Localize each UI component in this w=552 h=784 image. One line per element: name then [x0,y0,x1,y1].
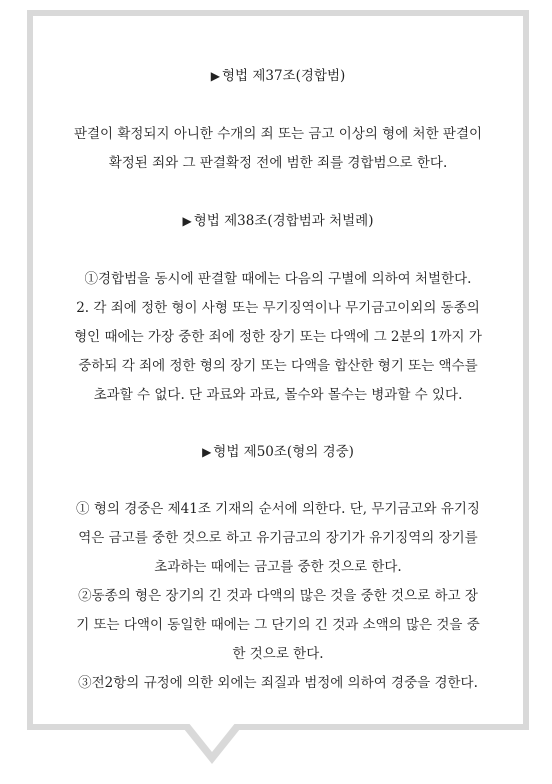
article-50-line: 초과하는 때에는 금고를 중한 것으로 한다. [154,559,402,575]
article-37-line: 판결이 확정되지 아니한 수개의 죄 또는 금고 이상의 형에 처한 판결이 [73,126,483,142]
article-50-line: ③전2항의 규정에 의한 외에는 죄질과 범정에 의하여 경중을 경한다. [78,675,478,691]
article-50-line: ① 형의 경중은 제41조 기재의 순서에 의한다. 단, 무기금고와 유기징 [76,501,480,517]
article-50-line: 한 것으로 한다. [232,646,324,662]
article-37-body [33,120,523,178]
article-50-heading [33,441,523,463]
article-38-body [33,265,523,410]
article-50-line: 역은 금고를 중한 것으로 하고 유기금고의 장기가 유기징역의 장기를 [78,530,478,546]
article-50-title: 형법 제50조(형의 경중) [213,444,354,460]
article-50-line: ②동종의 형은 장기의 긴 것과 다액의 많은 것을 중한 것으로 하고 장 [78,588,478,604]
article-38-line: 2. 각 죄에 정한 형이 사형 또는 무기징역이나 무기금고이외의 동종의 [76,300,480,316]
triangle-right-icon: ▶ [210,69,220,83]
article-38-line: 초과할 수 없다. 단 과료와 과료, 몰수와 몰수는 병과할 수 있다. [93,387,463,403]
article-38-line: 형인 때에는 가장 중한 죄에 정한 장기 또는 다액에 그 2분의 1까지 가 [74,329,482,345]
article-38-title: 형법 제38조(경합범과 처벌례) [193,213,374,229]
triangle-right-icon: ▶ [202,445,212,459]
article-50-line: 기 또는 다액이 동일한 때에는 그 단기의 긴 것과 소액의 많은 것을 중 [76,617,480,633]
article-38-line: ①경합범을 동시에 판결할 때에는 다음의 구별에 의하여 처벌한다. [84,271,472,287]
speech-bubble-tail-inner [188,722,236,752]
article-37-title: 형법 제37조(경합범) [221,68,346,84]
article-50-body [33,495,523,698]
article-37-heading [33,65,523,87]
article-38-line: 중하되 각 죄에 정한 형의 장기 또는 다액을 합산한 형기 또는 액수를 [78,358,478,374]
triangle-right-icon: ▶ [182,214,192,228]
article-37-line: 확정된 죄와 그 판결확정 전에 범한 죄를 경합범으로 한다. [108,155,448,171]
article-38-heading [33,210,523,232]
